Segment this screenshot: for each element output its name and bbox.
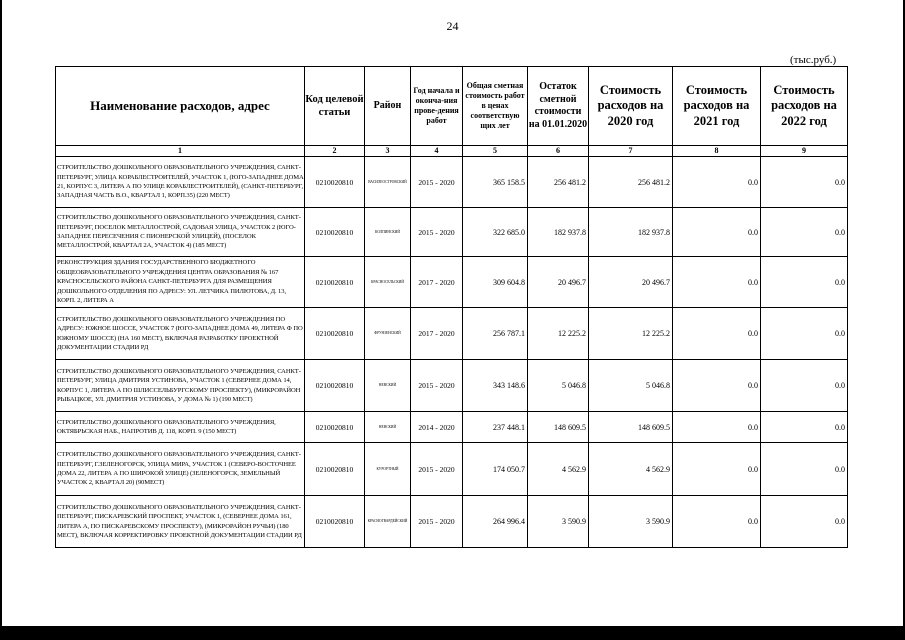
cost-2020: 12 225.2 xyxy=(589,308,673,360)
total-cost: 309 604.8 xyxy=(463,257,528,308)
work-years: 2014 - 2020 xyxy=(411,412,463,443)
table-row xyxy=(56,412,848,443)
cost-2021: 0.0 xyxy=(673,157,761,208)
column-number: 3 xyxy=(365,146,411,157)
expense-name: СТРОИТЕЛЬСТВО ДОШКОЛЬНОГО ОБРАЗОВАТЕЛЬНОГО УЧРЕЖДЕНИЯ, САНКТ-ПЕТЕРБУРГ, ПОСЕЛОК МЕТАЛЛОСТРОЙ, САДОВАЯ УЛИЦА, УЧАСТОК 2 (ЮГО-ЗАПАДНЕЕ ПЕРЕСЕЧЕНИЯ С ПИОНЕРСКОЙ УЛИЦЕЙ), (ПОСЕЛОК МЕТАЛЛОСТРОЙ, КВАРТАЛ 2А, УЧАСТОК 4) (185 МЕСТ) xyxy=(56,208,305,257)
total-cost: 322 685.0 xyxy=(463,208,528,257)
district: КРАСНОСЕЛЬСКИЙ xyxy=(365,257,411,308)
remaining-cost: 256 481.2 xyxy=(528,157,589,208)
target-code: 0210020810 xyxy=(305,443,365,496)
column-number: 2 xyxy=(305,146,365,157)
work-years: 2015 - 2020 xyxy=(411,157,463,208)
col-header-name: Наименование расходов, адрес xyxy=(56,67,305,146)
district: КРАСНОГВАРДЕЙСКИЙ xyxy=(365,496,411,548)
scan-border-left xyxy=(0,0,2,640)
col-header-code: Код целевой статьи xyxy=(305,67,365,146)
column-number: 5 xyxy=(463,146,528,157)
scan-border-bottom xyxy=(0,626,905,640)
cost-2021: 0.0 xyxy=(673,208,761,257)
work-years: 2017 - 2020 xyxy=(411,257,463,308)
cost-2020: 5 046.8 xyxy=(589,360,673,412)
cost-2020: 256 481.2 xyxy=(589,157,673,208)
work-years: 2015 - 2020 xyxy=(411,208,463,257)
total-cost: 343 148.6 xyxy=(463,360,528,412)
cost-2022: 0.0 xyxy=(761,157,848,208)
remaining-cost: 12 225.2 xyxy=(528,308,589,360)
cost-2020: 20 496.7 xyxy=(589,257,673,308)
table-row xyxy=(56,496,848,548)
col-header-total-cost: Общая сметная стоимость работ в ценах соответствую щих лет xyxy=(463,67,528,146)
cost-2022: 0.0 xyxy=(761,443,848,496)
column-number: 9 xyxy=(761,146,848,157)
cost-2021: 0.0 xyxy=(673,308,761,360)
column-number-row xyxy=(56,146,848,157)
target-code: 0210020810 xyxy=(305,157,365,208)
cost-2020: 3 590.9 xyxy=(589,496,673,548)
cost-2022: 0.0 xyxy=(761,412,848,443)
target-code: 0210020810 xyxy=(305,412,365,443)
col-header-cost-2021: Стоимость расходов на 2021 год xyxy=(673,67,761,146)
col-header-remaining-cost: Остаток сметной стоимости на 01.01.2020 xyxy=(528,67,589,146)
remaining-cost: 148 609.5 xyxy=(528,412,589,443)
total-cost: 174 050.7 xyxy=(463,443,528,496)
district: ВАСИЛЕОСТРОВСКИЙ xyxy=(365,157,411,208)
cost-2021: 0.0 xyxy=(673,412,761,443)
cost-2020: 148 609.5 xyxy=(589,412,673,443)
district: НЕВСКИЙ xyxy=(365,412,411,443)
cost-2020: 4 562.9 xyxy=(589,443,673,496)
column-number: 4 xyxy=(411,146,463,157)
column-number: 7 xyxy=(589,146,673,157)
table-row xyxy=(56,257,848,308)
total-cost: 237 448.1 xyxy=(463,412,528,443)
expense-name: СТРОИТЕЛЬСТВО ДОШКОЛЬНОГО ОБРАЗОВАТЕЛЬНОГО УЧРЕЖДЕНИЯ ПО АДРЕСУ: ЮЖНОЕ ШОССЕ, УЧАСТОК 7 (ЮГО-ЗАПАДНЕЕ ДОМА 49, ЛИТЕРА Ф ПО ЮЖНОМУ ШОССЕ) (НА 160 МЕСТ), ВКЛЮЧАЯ РАЗРАБОТКУ ПРОЕКТНОЙ ДОКУМЕНТАЦИИ СТАДИИ РД xyxy=(56,308,305,360)
cost-2021: 0.0 xyxy=(673,496,761,548)
cost-2022: 0.0 xyxy=(761,208,848,257)
budget-table xyxy=(55,66,848,548)
expense-name: СТРОИТЕЛЬСТВО ДОШКОЛЬНОГО ОБРАЗОВАТЕЛЬНОГО УЧРЕЖДЕНИЯ, ОКТЯБРЬСКАЯ НАБ., НАПРОТИВ Д. 118, КОРП. 9 (150 МЕСТ) xyxy=(56,412,305,443)
table-row xyxy=(56,157,848,208)
remaining-cost: 4 562.9 xyxy=(528,443,589,496)
district: КУРОРТНЫЙ xyxy=(365,443,411,496)
total-cost: 256 787.1 xyxy=(463,308,528,360)
work-years: 2017 - 2020 xyxy=(411,308,463,360)
expense-name: СТРОИТЕЛЬСТВО ДОШКОЛЬНОГО ОБРАЗОВАТЕЛЬНОГО УЧРЕЖДЕНИЯ, САНКТ-ПЕТЕРБУРГ, УЛИЦА ДМИТРИЯ УСТИНОВА, УЧАСТОК 1 (СЕВЕРНЕЕ ДОМА 14, КОРПУС 1, ЛИТЕРА А ПО ШЛИССЕЛЬБУРГСКОМУ ПРОСПЕКТУ), (МИКРОРАЙОН РЫБАЦКОЕ, УЛ. ДМИТРИЯ УСТИНОВА, У ДОМА № 1) (190 МЕСТ) xyxy=(56,360,305,412)
work-years: 2015 - 2020 xyxy=(411,496,463,548)
header-row xyxy=(56,67,848,146)
work-years: 2015 - 2020 xyxy=(411,443,463,496)
units-label: (тыс.руб.) xyxy=(790,54,837,66)
cost-2022: 0.0 xyxy=(761,360,848,412)
page-number: 24 xyxy=(446,19,459,33)
remaining-cost: 5 046.8 xyxy=(528,360,589,412)
column-number: 6 xyxy=(528,146,589,157)
table-row xyxy=(56,443,848,496)
cost-2021: 0.0 xyxy=(673,257,761,308)
target-code: 0210020810 xyxy=(305,360,365,412)
column-number: 8 xyxy=(673,146,761,157)
table-row xyxy=(56,208,848,257)
total-cost: 264 996.4 xyxy=(463,496,528,548)
table-row xyxy=(56,308,848,360)
cost-2022: 0.0 xyxy=(761,308,848,360)
target-code: 0210020810 xyxy=(305,208,365,257)
column-number: 1 xyxy=(56,146,305,157)
cost-2022: 0.0 xyxy=(761,496,848,548)
expense-name: СТРОИТЕЛЬСТВО ДОШКОЛЬНОГО ОБРАЗОВАТЕЛЬНОГО УЧРЕЖДЕНИЯ, САНКТ-ПЕТЕРБУРГ, УЛИЦА КОРАБЛЕСТРОИТЕЛЕЙ, УЧАСТОК 1, (ЮГО-ЗАПАДНЕЕ ДОМА 21, КОРПУС 3, ЛИТЕРА А ПО УЛИЦЕ КОРАБЛЕСТРОИТЕЛЕЙ), (САНКТ-ПЕТЕРБУРГ, ЗАПАДНАЯ ЧАСТЬ В.О., КВАРТАЛ 1, КОРП.35) (220 МЕСТ) xyxy=(56,157,305,208)
work-years: 2015 - 2020 xyxy=(411,360,463,412)
col-header-cost-2020: Стоимость расходов на 2020 год xyxy=(589,67,673,146)
cost-2021: 0.0 xyxy=(673,360,761,412)
total-cost: 365 158.5 xyxy=(463,157,528,208)
district: НЕВСКИЙ xyxy=(365,360,411,412)
cost-2021: 0.0 xyxy=(673,443,761,496)
col-header-region: Район xyxy=(365,67,411,146)
col-header-cost-2022: Стоимость расходов на 2022 год xyxy=(761,67,848,146)
target-code: 0210020810 xyxy=(305,496,365,548)
district: ФРУНЗЕНСКИЙ xyxy=(365,308,411,360)
expense-name: СТРОИТЕЛЬСТВО ДОШКОЛЬНОГО ОБРАЗОВАТЕЛЬНОГО УЧРЕЖДЕНИЯ, САНКТ-ПЕТЕРБУРГ, Г.ЗЕЛЕНОГОРСК, УЛИЦА МИРА, УЧАСТОК 1 (СЕВЕРО-ВОСТОЧНЕЕ ДОМА 22, ЛИТЕРА А ПО ШИРОКОЙ УЛИЦЕ) (ЗЕЛЕНОГОРСК, ЗЕМЕЛЬНЫЙ УЧАСТОК 2, КВАРТАЛ 20) (90МЕСТ) xyxy=(56,443,305,496)
cost-2020: 182 937.8 xyxy=(589,208,673,257)
expense-name: СТРОИТЕЛЬСТВО ДОШКОЛЬНОГО ОБРАЗОВАТЕЛЬНОГО УЧРЕЖДЕНИЯ, САНКТ-ПЕТЕРБУРГ, ПИСКАРЕВСКИЙ ПРОСПЕКТ, УЧАСТОК 1, (СЕВЕРНЕЕ ДОМА 161, ЛИТЕРА А, ПО ПИСКАРЕВСКОМУ ПРОСПЕКТУ), (МИКРОРАЙОН РУЧЬИ) (180 МЕСТ), ВКЛЮЧАЯ КОРРЕКТИРОВКУ ПРОЕКТНОЙ ДОКУМЕНТАЦИИ СТАДИИ РД xyxy=(56,496,305,548)
cost-2022: 0.0 xyxy=(761,257,848,308)
remaining-cost: 20 496.7 xyxy=(528,257,589,308)
col-header-years: Год начала и оконча-ния прове-дения работ xyxy=(411,67,463,146)
remaining-cost: 182 937.8 xyxy=(528,208,589,257)
target-code: 0210020810 xyxy=(305,308,365,360)
district: КОЛПИНСКИЙ xyxy=(365,208,411,257)
expense-name: РЕКОНСТРУКЦИЯ ЗДАНИЯ ГОСУДАРСТВЕННОГО БЮДЖЕТНОГО ОБЩЕОБРАЗОВАТЕЛЬНОГО УЧРЕЖДЕНИЯ ЦЕНТРА ОБРАЗОВАНИЯ № 167 КРАСНОСЕЛЬСКОГО РАЙОНА САНКТ-ПЕТЕРБУРГА ДЛЯ РАЗМЕЩЕНИЯ ДОШКОЛЬНОГО ОТДЕЛЕНИЯ ПО АДРЕСУ: УЛ. ЛЕТЧИКА ПИЛЮТОВА, Д. 13, КОРП. 2, ЛИТЕРА А xyxy=(56,257,305,308)
target-code: 0210020810 xyxy=(305,257,365,308)
remaining-cost: 3 590.9 xyxy=(528,496,589,548)
table-row xyxy=(56,360,848,412)
